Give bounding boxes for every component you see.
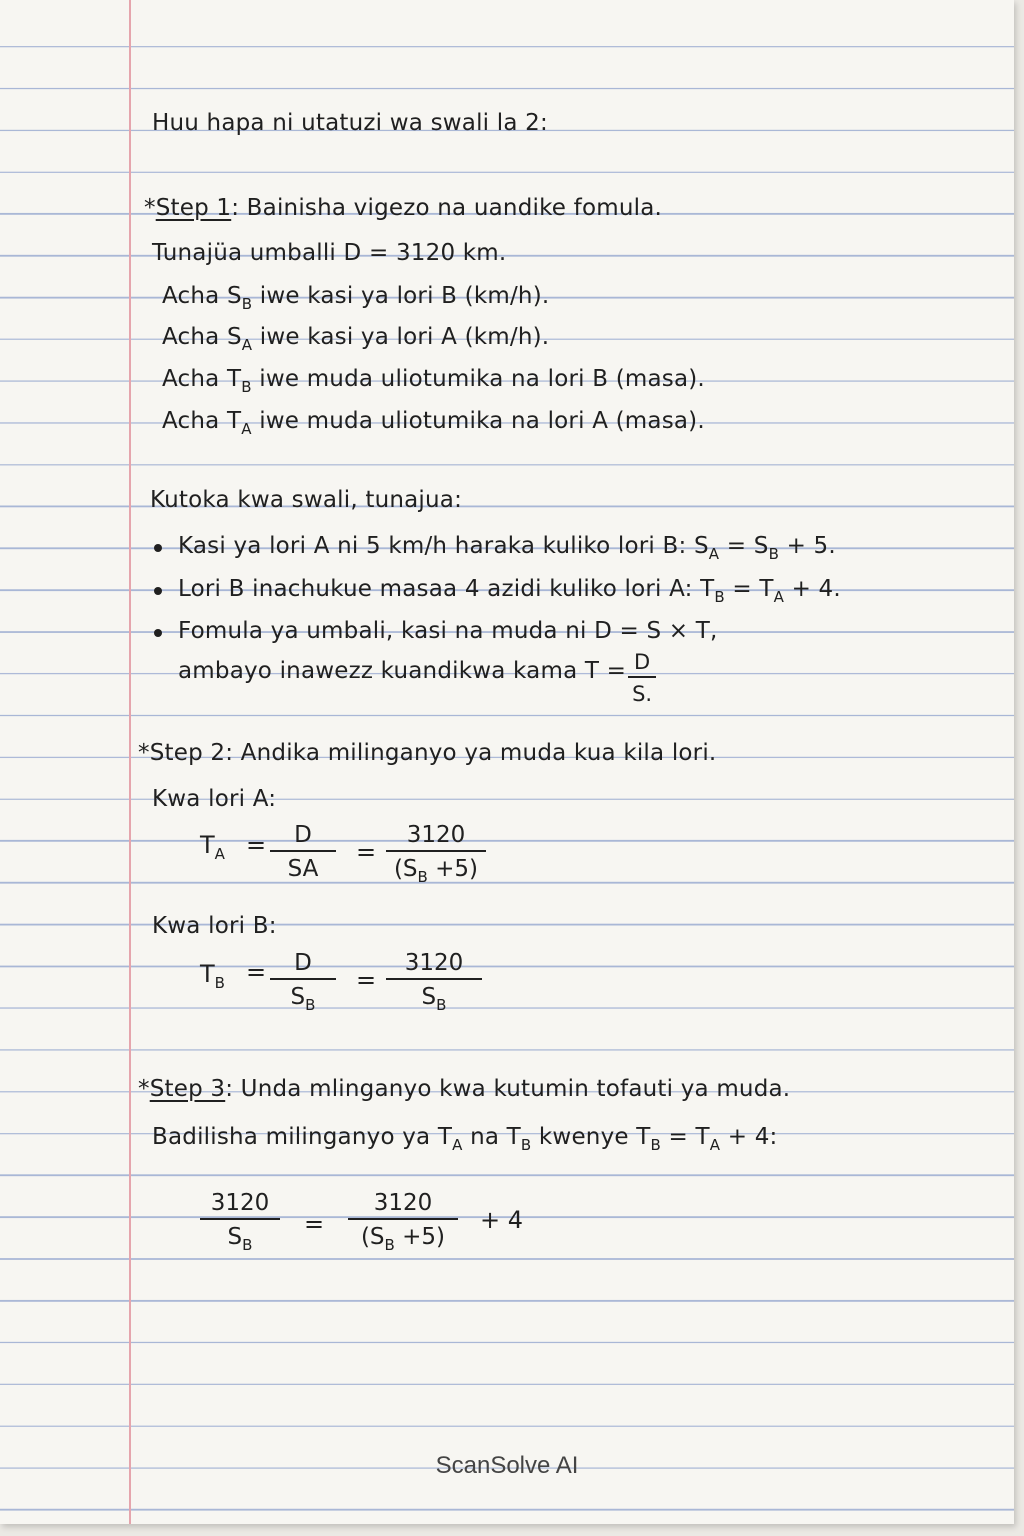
final-rhs-fraction: 3120 $(S_B +5)$ (348, 1190, 458, 1250)
ta-equals-1: = (246, 831, 267, 859)
step3-heading: *Step 3: Unda mlinganyo kwa kutumin tofauti ya muda. (138, 1076, 791, 1102)
bullet-formula: Fomula ya umbali, kasi na muda ni D = S × T, (178, 618, 718, 644)
ta-equals-2: = (356, 838, 377, 866)
final-equals: = (304, 1210, 325, 1238)
var-line-ta: Acha $T_A$ iwe muda uliotumika na lori A (masa). (162, 408, 705, 438)
ta-fraction-d-over-sa: D SA (270, 822, 336, 882)
tb-lhs: $T_B$ (200, 960, 225, 992)
margin-line (129, 0, 131, 1524)
ta-fraction-3120: 3120 $(S_B +5)$ (386, 822, 486, 882)
truck-a-heading: Kwa lori A: (152, 786, 277, 812)
var-line-sa: Acha $S_A$ iwe kasi ya lori A (km/h). (162, 324, 550, 354)
from-question-line: Kutoka kwa swali, tunajua: (150, 487, 463, 513)
bullet-time: Lori B inachukue masaa 4 azidi kuliko lori A: $T_B = T_A + 4$. (178, 576, 841, 606)
final-lhs-fraction: 3120 $S_B$ (200, 1190, 280, 1250)
bullet-dot (154, 629, 162, 637)
step1-star: * (144, 195, 156, 221)
step1-label: Step 1 (155, 195, 232, 221)
step1-heading (144, 195, 662, 221)
bullet-dot (154, 544, 162, 552)
bullet-dot (154, 587, 162, 595)
tb-fraction-d-over-sb: D $S_B$ (270, 950, 336, 1010)
step1-title: : Bainisha vigezo na uandike fomula. (231, 195, 663, 221)
step2-heading: *Step 2: Andika milinganyo ya muda kua kila lori. (138, 740, 717, 766)
ta-lhs: $T_A$ (200, 831, 225, 863)
bullet-speed: Kasi ya lori A ni 5 km/h haraka kuliko lori B: $S_A = S_B + 5$. (178, 533, 836, 563)
tb-equals-2: = (356, 966, 377, 994)
truck-b-heading: Kwa lori B: (152, 913, 277, 939)
var-line-sb: Acha $S_B$ iwe kasi ya lori B (km/h). (162, 283, 550, 313)
var-line-tb: Acha $T_B$ iwe muda uliotumika na lori B (masa). (162, 366, 705, 396)
substitution-line: Badilisha milinganyo ya $T_A$ na $T_B$ kwenye $T_B = T_A + 4$: (152, 1124, 778, 1154)
tb-equals-1: = (246, 958, 267, 986)
bullet-formula-line2: ambayo inawezz kuandikwa kama T = (178, 658, 627, 684)
watermark-footer: ScanSolve AI (435, 1452, 579, 1479)
fraction-d-over-s: D S. (628, 650, 656, 706)
tb-fraction-3120: 3120 $S_B$ (386, 950, 482, 1010)
intro-line: Huu hapa ni utatuzi wa swali la 2: (152, 110, 548, 136)
final-plus-four: + 4 (480, 1206, 524, 1234)
given-distance: Tunajüa umballi D = 3120 km. (152, 240, 507, 266)
